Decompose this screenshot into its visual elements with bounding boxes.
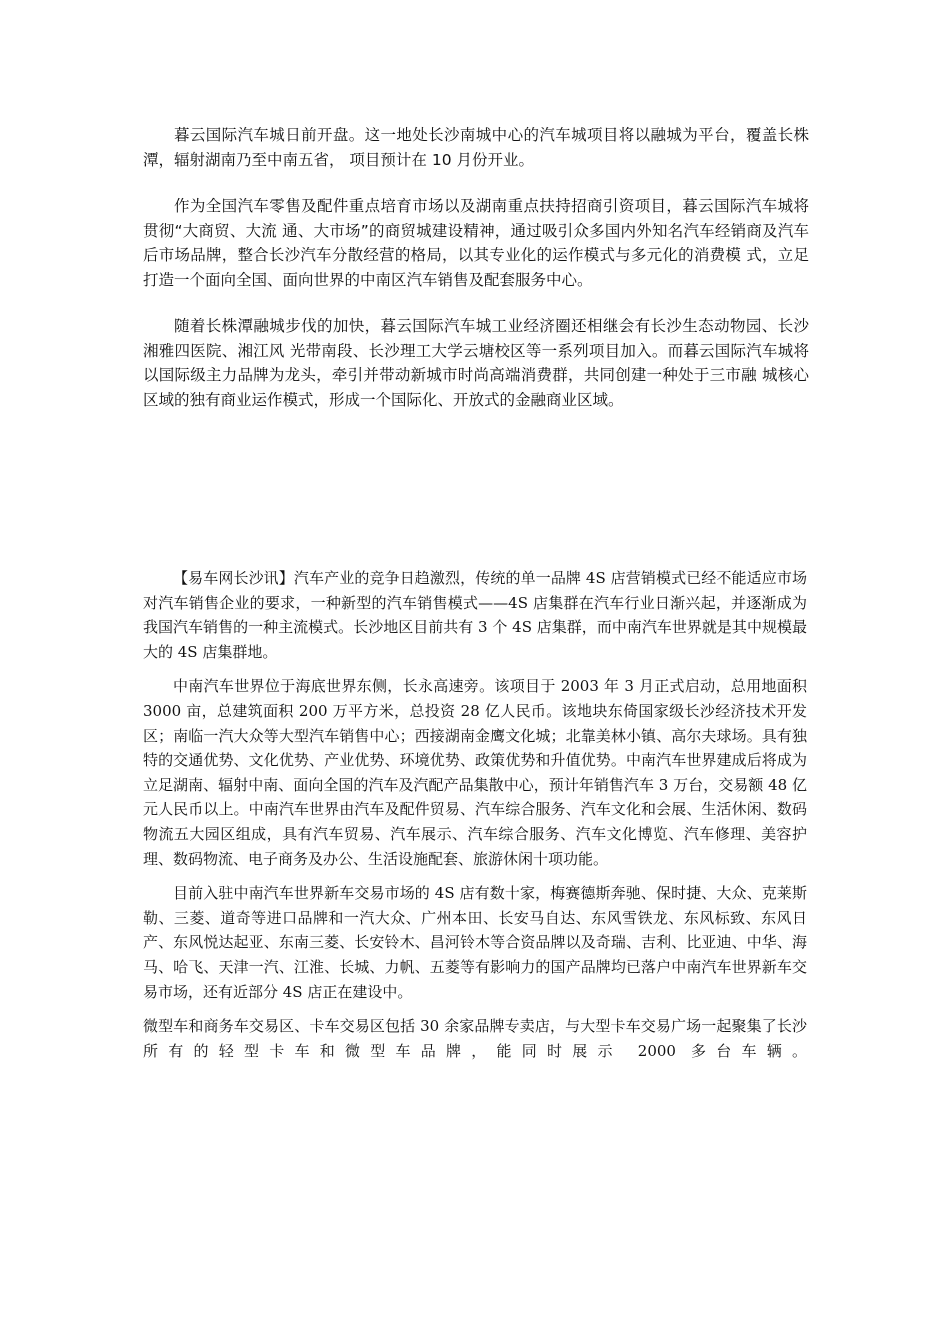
paragraph: 作为全国汽车零售及配件重点培育市场以及湖南重点扶持招商引资项目，暮云国际汽车城将贯彻“大商贸、大流 通、大市场”的商贸城建设精神，通过吸引众多国内外知名汽车经销商及汽车后市场品牌，整合长沙汽车分散经营的格局，以其专业化的运作模式与多元化的消费模 式，立足打造一个面向全国、面向世界的中南区汽车销售及配套服务中心。	[143, 197, 809, 289]
paragraph: 目前入驻中南汽车世界新车交易市场的 4S 店有数十家，梅赛德斯奔驰、保时捷、大众、克莱斯勒、三菱、道奇等进口品牌和一汽大众、广州本田、长安马自达、东风雪铁龙、东风标致、东风日产、东风悦达起亚、东南三菱、长安铃木、昌河铃木等合资品牌以及奇瑞、吉利、比亚迪、中华、海马、哈飞、天津一汽、江淮、长城、力帆、五菱等有影响力的国产品牌均已落户中南汽车世界新车交易市场，还有近部分 4S 店正在建设中。	[143, 884, 807, 1001]
paragraph: 微型车和商务车交易区、卡车交易区包括 30 余家品牌专卖店，与大型卡车交易广场一起聚集了长沙所有的轻型卡车和微型车品牌，能同时展示 2000 多台车辆。	[143, 1017, 807, 1060]
paragraph: 中南汽车世界位于海底世界东侧，长永高速旁。该项目于 2003 年 3 月正式启动，总用地面积 3000 亩，总建筑面积 200 万平方米，总投资 28 亿人民币。该地块东倚国家级长沙经济技术开发区；南临一汽大众等大型汽车销售中心；西接湖南金鹰文化城；北靠美林小镇、高尔夫球场。具有独特的交通优势、文化优势、产业优势、环境优势、政策优势和升值优势。中南汽车世界建成后将成为立足湖南、辐射中南、面向全国的汽车及汽配产品集散中心，预计年销售汽车 3 万台，交易额 48 亿元人民币以上。中南汽车世界由汽车及配件贸易、汽车综合服务、汽车文化和会展、生活休闲、数码物流五大园区组成，具有汽车贸易、汽车展示、汽车综合服务、汽车文化博览、汽车修理、美容护理、数码物流、电子商务及办公、生活设施配套、旅游休闲十项功能。	[143, 677, 807, 868]
paragraph: 随着长株潭融城步伐的加快，暮云国际汽车城工业经济圈还相继会有长沙生态动物园、长沙湘雅四医院、湘江风 光带南段、长沙理工大学云塘校区等一系列项目加入。而暮云国际汽车城将以国际级主力品牌为龙头，牵引并带动新城市时尚高端消费群，共同创建一种处于三市融 城核心区域的独有商业运作模式，形成一个国际化、开放式的金融商业区域。	[143, 317, 809, 409]
paragraph: 【易车网长沙讯】汽车产业的竞争日趋激烈，传统的单一品牌 4S 店营销模式已经不能适应市场对汽车销售企业的要求，一种新型的汽车销售模式——4S 店集群在汽车行业日渐兴起，并逐渐成为我国汽车销售的一种主流模式。长沙地区目前共有 3 个 4S 店集群，而中南汽车世界就是其中规模最大的 4S 店集群地。	[143, 569, 807, 661]
section-muyun-auto-city	[143, 123, 809, 434]
paragraph: 暮云国际汽车城日前开盘。这一地处长沙南城中心的汽车城项目将以融城为平台，覆盖长株潭，辐射湖南乃至中南五省， 项目预计在 10 月份开业。	[143, 126, 809, 169]
section-zhongnan-auto-world	[143, 566, 807, 1073]
